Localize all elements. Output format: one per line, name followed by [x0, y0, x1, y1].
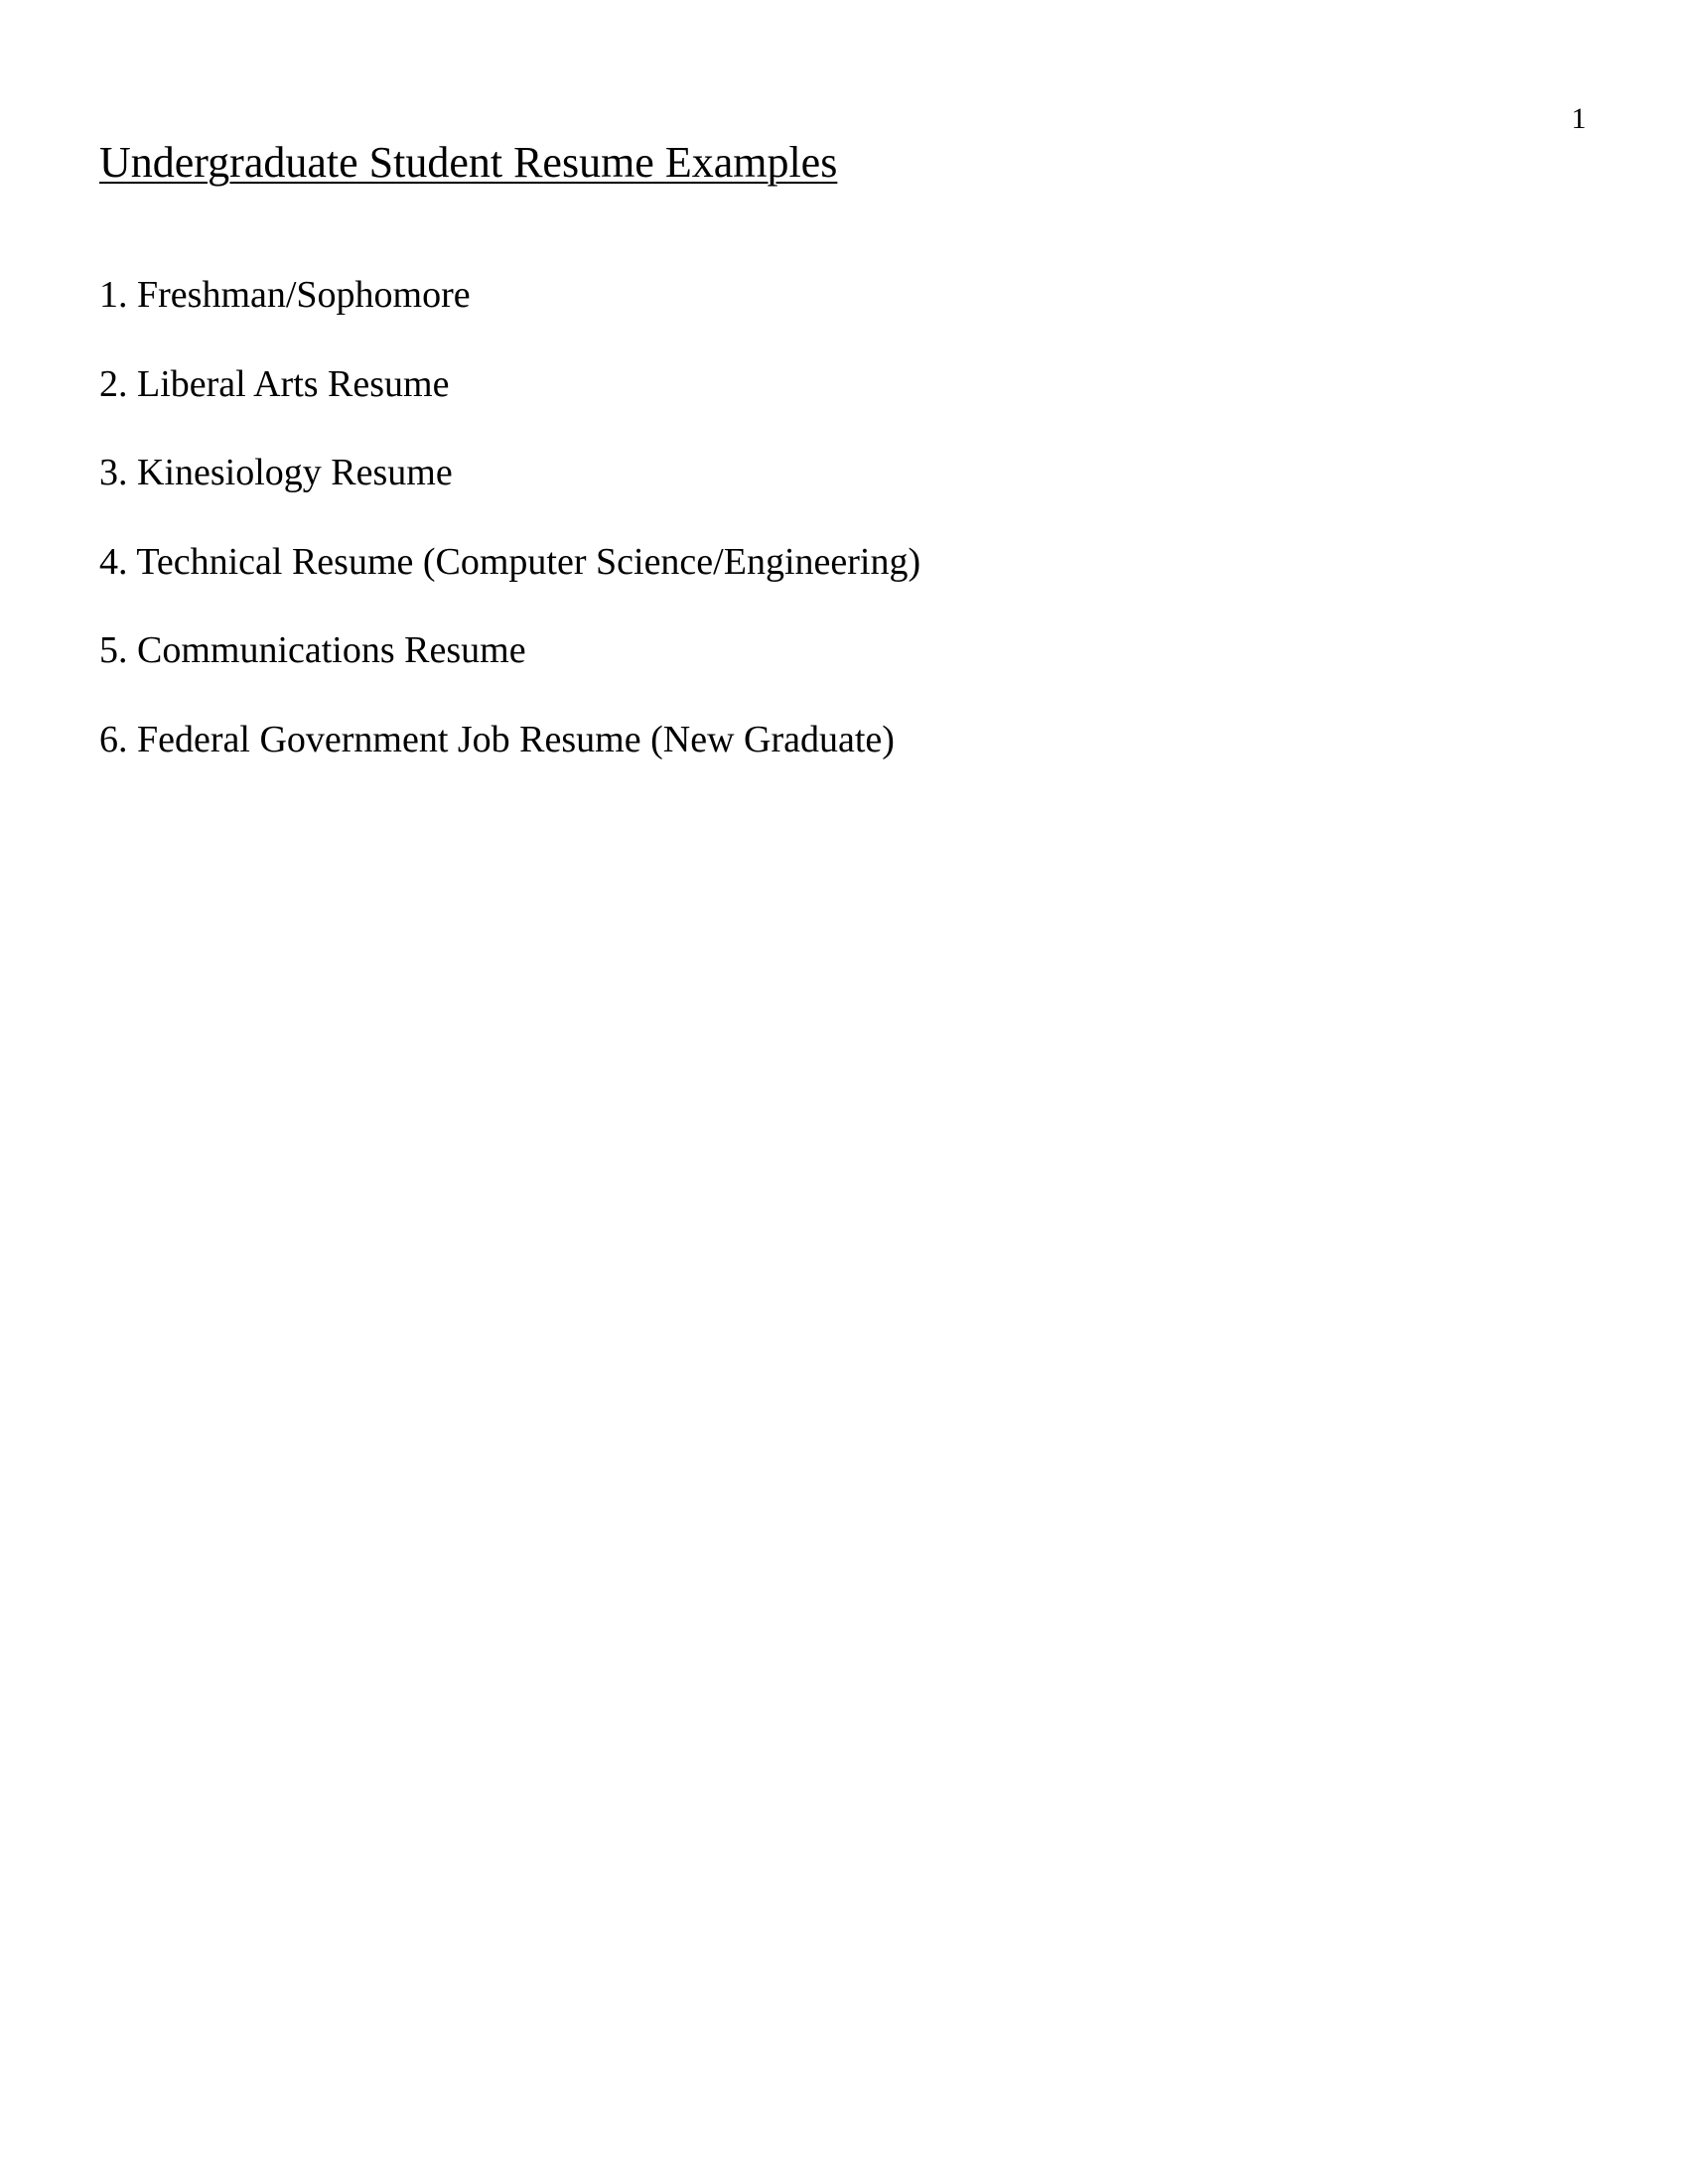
list-item-kinesiology: 3. Kinesiology Resume: [99, 452, 453, 493]
list-item-federal-government: 6. Federal Government Job Resume (New Graduate): [99, 718, 895, 760]
list-item-technical: 4. Technical Resume (Computer Science/Engineering): [99, 540, 921, 583]
list-item-liberal-arts: 2. Liberal Arts Resume: [99, 362, 450, 405]
list-item-communications: 5. Communications Resume: [99, 629, 526, 671]
page-number: 1: [1571, 102, 1587, 135]
document-title: Undergraduate Student Resume Examples: [99, 138, 838, 187]
resume-examples-list: [99, 272, 920, 805]
list-item-freshman-sophomore: 1. Freshman/Sophomore: [99, 274, 471, 316]
